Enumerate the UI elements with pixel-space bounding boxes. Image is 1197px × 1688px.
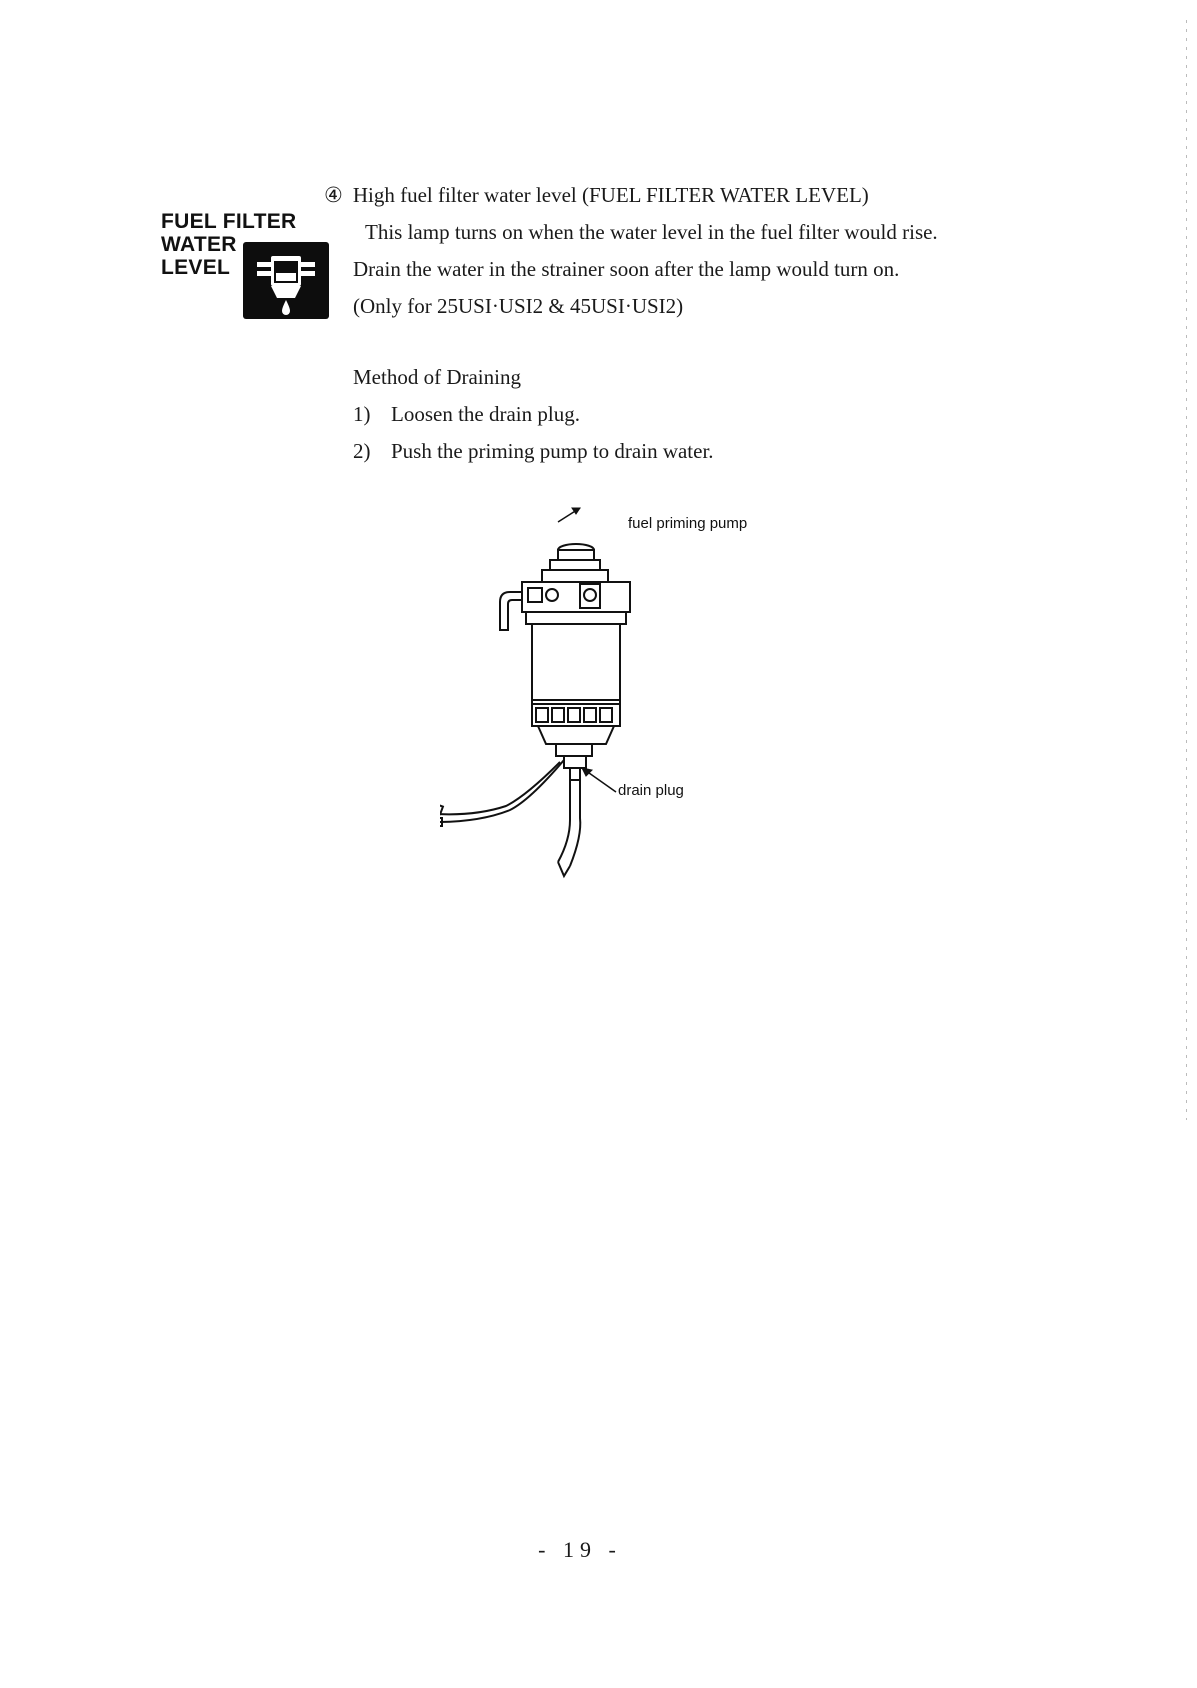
method-step xyxy=(353,433,714,470)
lamp-label-line-1: FUEL FILTER xyxy=(161,210,297,233)
step-number: 2) xyxy=(353,439,371,463)
paragraph-line-1: This lamp turns on when the water level in the fuel filter would rise. xyxy=(365,220,938,244)
section-heading xyxy=(324,177,869,214)
fuel-filter-diagram xyxy=(440,500,790,880)
step-number: 1) xyxy=(353,402,371,426)
callout-drain-plug: drain plug xyxy=(618,782,684,799)
section-marker: ④ xyxy=(324,183,343,207)
section-heading-text: High fuel filter water level (FUEL FILTER WATER LEVEL) xyxy=(352,183,869,207)
step-text: Loosen the drain plug. xyxy=(391,402,580,426)
paragraph-line-3: (Only for 25USI·USI2 & 45USI·USI2) xyxy=(353,294,684,318)
callout-fuel-priming-pump: fuel priming pump xyxy=(628,515,748,532)
method-title: Method of Draining xyxy=(353,365,521,389)
page-number: - 19 - xyxy=(538,1537,622,1562)
step-text: Push the priming pump to drain water. xyxy=(391,439,714,463)
lamp-label-line-2: WATER xyxy=(161,233,237,256)
paragraph-line-2: Drain the water in the strainer soon after the lamp would turn on. xyxy=(353,257,900,281)
fuel-filter-water-level-icon xyxy=(243,242,329,319)
method-step xyxy=(353,396,580,433)
scan-edge-divider xyxy=(1186,20,1187,1120)
lamp-label-line-3: LEVEL xyxy=(161,256,231,279)
